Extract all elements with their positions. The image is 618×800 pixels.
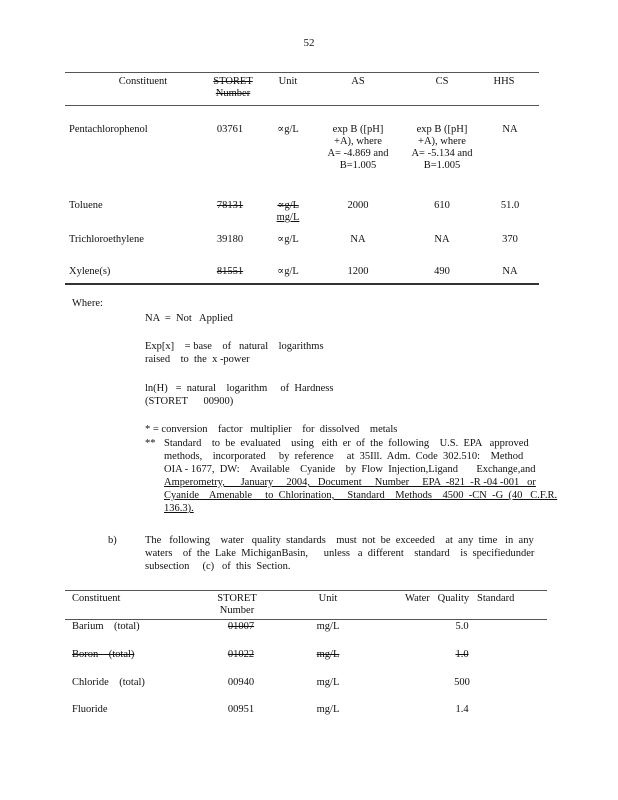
t1-row1-as-line: B=1.005	[339, 160, 377, 171]
standard-note	[164, 437, 558, 515]
t1-row1-as-line: A= -4.869 and	[327, 148, 389, 159]
t2-header-storet	[212, 593, 262, 617]
t1-row2-hhs: 51.0	[500, 200, 520, 211]
t1-header-unit: Unit	[278, 76, 298, 87]
t1-row3-storet: 39180	[216, 234, 244, 245]
t1-header-as: AS	[351, 76, 365, 87]
t2-row2-constituent: Boron (total)	[72, 649, 135, 660]
t2-header-storet-line: STORET	[217, 593, 257, 604]
t1-header-storet: STORET Number	[213, 76, 253, 99]
t2-row3-constituent: Chloride (total)	[72, 677, 145, 688]
t1-row3-cs: NA	[434, 234, 450, 245]
t1-row2-storet: 78131	[216, 200, 244, 211]
na-definition: NA = Not Applied	[145, 313, 233, 324]
std-note-line-amended: Amperometry, January 2004, Document Number EPA -821 -R -04 -001 or	[164, 477, 536, 488]
t2-row3-storet: 00940	[227, 677, 255, 688]
t2-row3-unit: mg/L	[316, 677, 340, 688]
t1-row3-constituent: Trichloroethylene	[69, 234, 144, 245]
std-note-line-amended: 136.3).	[164, 503, 194, 514]
section-b-line: The following water quality standards must not be exceeded at any time in any	[145, 535, 534, 546]
where-label: Where:	[72, 298, 103, 309]
t1-row3-hhs: 370	[502, 234, 518, 245]
exp-def-line: Exp[x] = base of natural logarithms	[145, 341, 324, 352]
t1-header-cs: CS	[435, 76, 449, 87]
t2-row4-constituent: Fluoride	[72, 704, 108, 715]
std-note-line: Standard to be evaluated using eith er of the following U.S. EPA approved	[164, 438, 529, 449]
std-note-line: methods, incorporated by reference at 35Ill. Adm. Code 302.510: Method	[164, 451, 524, 462]
t1-row3-unit: ∝g/L	[277, 234, 299, 245]
t1-row2-constituent: Toluene	[69, 200, 103, 211]
t1-row2-as: 2000	[347, 200, 369, 211]
table1-top-rule	[65, 72, 539, 73]
t2-row3-value: 500	[454, 677, 470, 688]
exp-definition	[145, 340, 324, 366]
t1-row1-storet: 03761	[216, 124, 244, 135]
t2-row4-storet: 00951	[227, 704, 255, 715]
t1-row4-storet: 81551	[216, 266, 244, 277]
table1-header-rule	[65, 105, 539, 106]
t1-row4-as: 1200	[347, 266, 369, 277]
t1-row4-unit: ∝g/L	[277, 266, 299, 277]
t1-row1-cs	[402, 124, 482, 172]
t2-row1-storet: 01007	[227, 621, 255, 632]
t2-row1-value: 5.0	[455, 621, 469, 632]
t1-row1-cs-line: A= -5.134 and	[411, 148, 473, 159]
t2-row4-value: 1.4	[455, 704, 469, 715]
t1-row1-as	[318, 124, 398, 172]
table1-bottom-rule	[65, 283, 539, 285]
ln-definition	[145, 382, 333, 408]
section-b-line: waters of the Lake MichiganBasin, unless a different standard is specifiedunder	[145, 548, 535, 559]
conversion-factor-definition: * = conversion factor multiplier for dissolved metals	[145, 424, 398, 435]
t1-row1-constituent: Pentachlorophenol	[69, 124, 148, 135]
t2-header-unit: Unit	[318, 593, 338, 604]
t1-row1-cs-line: +A), where	[418, 136, 466, 147]
t1-row1-cs-line: exp B ([pH]	[416, 124, 468, 135]
ln-def-line: ln(H) = natural logarithm of Hardness	[145, 383, 334, 394]
t2-row4-unit: mg/L	[316, 704, 340, 715]
t2-row1-constituent: Barium (total)	[72, 621, 140, 632]
std-note-line: OIA - 1677, DW: Available Cyanide by Flow Injection,Ligand Exchange,and	[164, 464, 536, 475]
t1-row3-as: NA	[350, 234, 366, 245]
page-number: 52	[303, 37, 315, 49]
t2-row1-unit: mg/L	[316, 621, 340, 632]
t1-row1-cs-line: B=1.005	[423, 160, 461, 171]
t1-header-constituent: Constituent	[118, 76, 168, 87]
ln-def-line: (STORET 00900)	[145, 396, 234, 407]
t1-row4-hhs: NA	[502, 266, 518, 277]
t1-row2-unit-new: mg/L	[276, 212, 300, 223]
t1-header-hhs: HHS	[493, 76, 515, 87]
t1-row2-unit	[266, 200, 310, 224]
t2-header-standard: Water Quality Standard	[405, 593, 515, 604]
section-b-text	[145, 534, 535, 573]
section-b-label: b)	[108, 535, 117, 546]
t1-row1-hhs: NA	[502, 124, 518, 135]
t2-row2-storet: 01022	[227, 649, 255, 660]
table2-top-rule	[65, 590, 547, 591]
t2-row2-unit: mg/L	[316, 649, 340, 660]
table2-header-rule	[65, 619, 547, 620]
t1-row4-constituent: Xylene(s)	[69, 266, 111, 277]
section-b-line: subsection (c) of this Section.	[145, 561, 291, 572]
t1-row1-as-line: +A), where	[334, 136, 382, 147]
standard-note-marker: **	[145, 438, 156, 449]
t1-row1-as-line: exp B ([pH]	[332, 124, 384, 135]
t1-row1-unit: ∝g/L	[277, 124, 299, 135]
t1-row2-unit-old: ∝g/L	[277, 200, 299, 211]
exp-def-line: raised to the x -power	[145, 354, 250, 365]
t1-row4-cs: 490	[434, 266, 450, 277]
std-note-line-amended: Cyanide Amenable to Chlorination, Standard Methods 4500 -CN -G (40 C.F.R.	[164, 490, 558, 501]
t2-header-constituent: Constituent	[72, 593, 121, 604]
t1-row2-cs: 610	[434, 200, 450, 211]
t2-row2-value: 1.0	[455, 649, 469, 660]
t2-header-storet-line: Number	[219, 605, 255, 616]
